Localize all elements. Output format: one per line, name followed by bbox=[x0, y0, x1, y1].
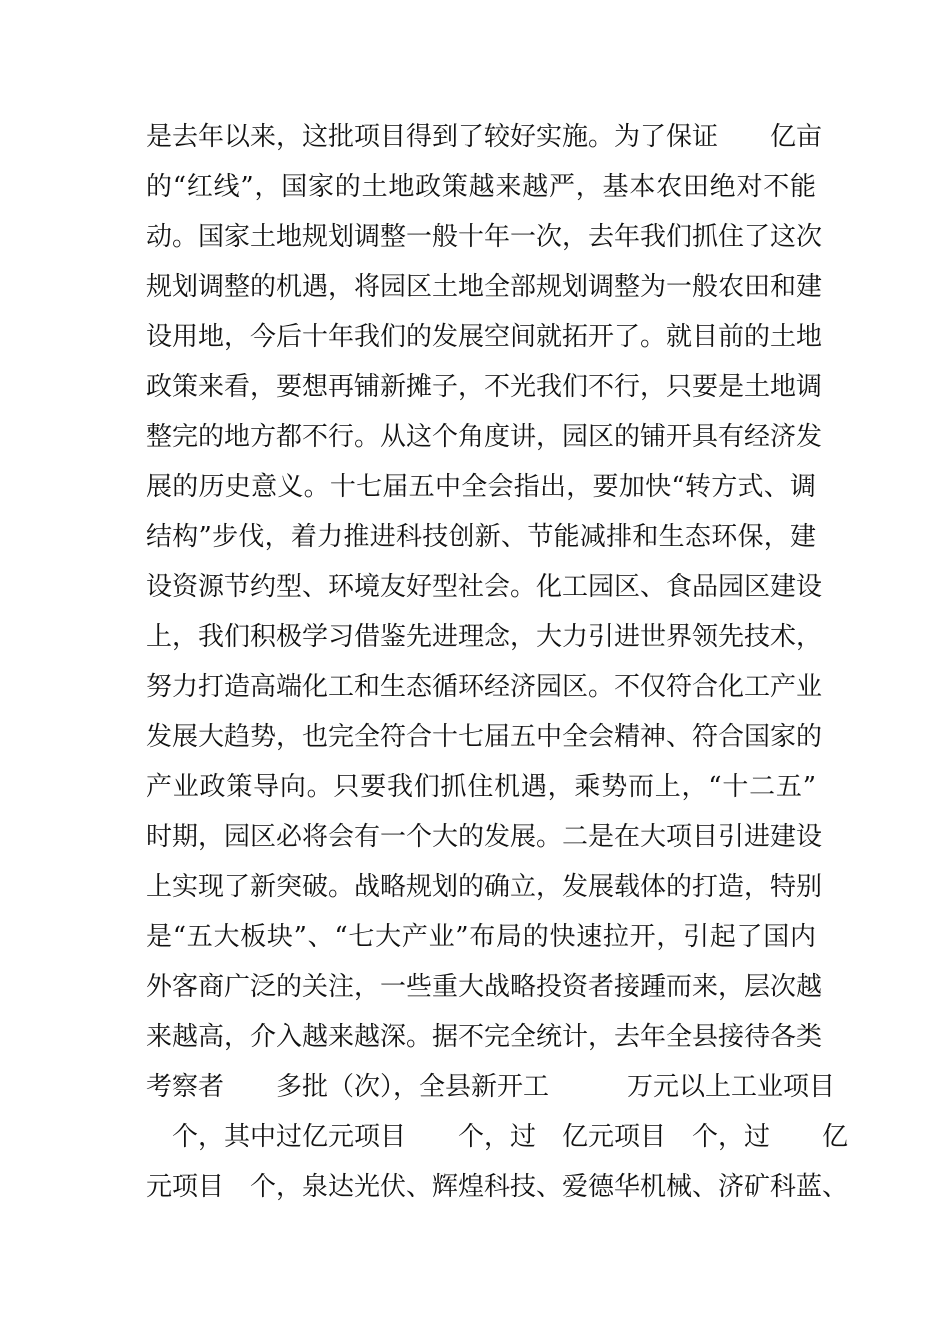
text-line-13: 发展大趋势，也完全符合十七届五中全会精神、符合国家的 bbox=[146, 722, 823, 752]
text-line-5: 设用地，今后十年我们的发展空间就拓开了。就目前的土地 bbox=[146, 322, 823, 352]
text-line-9: 结构”步伐，着力推进科技创新、节能减排和生态环保，建 bbox=[146, 522, 816, 552]
text-line-14: 产业政策导向。只要我们抓住机遇，乘势而上，“十二五” bbox=[146, 772, 816, 802]
text-line-2: 的“红线”，国家的土地政策越来越严，基本农田绝对不能 bbox=[146, 172, 816, 202]
text-line-16: 上实现了新突破。战略规划的确立，发展载体的打造，特别 bbox=[146, 872, 823, 902]
text-line-6: 政策来看，要想再铺新摊子，不光我们不行，只要是土地调 bbox=[146, 372, 823, 402]
text-line-15: 时期，园区必将会有一个大的发展。二是在大项目引进建设 bbox=[146, 822, 823, 852]
body-paragraph bbox=[146, 112, 849, 1212]
text-line-4: 规划调整的机遇，将园区土地全部规划调整为一般农田和建 bbox=[146, 272, 823, 302]
text-line-19: 来越高，介入越来越深。据不完全统计，去年全县接待各类 bbox=[146, 1022, 823, 1052]
text-line-12: 努力打造高端化工和生态循环经济园区。不仅符合化工产业 bbox=[146, 672, 823, 702]
text-line-11: 上，我们积极学习借鉴先进理念，大力引进世界领先技术， bbox=[146, 622, 823, 652]
text-line-1: 是去年以来，这批项目得到了较好实施。为了保证 亿亩 bbox=[146, 122, 823, 152]
text-line-8: 展的历史意义。十七届五中全会指出，要加快“转方式、调 bbox=[146, 472, 816, 502]
text-line-17: 是“五大板块”、“七大产业”布局的快速拉开，引起了国内 bbox=[146, 922, 816, 952]
text-line-7: 整完的地方都不行。从这个角度讲，园区的铺开具有经济发 bbox=[146, 422, 823, 452]
text-line-18: 外客商广泛的关注，一些重大战略投资者接踵而来，层次越 bbox=[146, 972, 823, 1002]
text-line-20: 考察者 多批（次），全县新开工 万元以上工业项目 bbox=[146, 1072, 836, 1102]
text-line-10: 设资源节约型、环境友好型社会。化工园区、食品园区建设 bbox=[146, 572, 823, 602]
text-line-21: 个，其中过亿元项目 个，过 亿元项目 个，过 亿 bbox=[146, 1122, 849, 1152]
text-line-22: 元项目 个，泉达光伏、辉煌科技、爱德华机械、济矿科蓝、 bbox=[146, 1172, 849, 1202]
text-line-3: 动。国家土地规划调整一般十年一次，去年我们抓住了这次 bbox=[146, 222, 823, 252]
